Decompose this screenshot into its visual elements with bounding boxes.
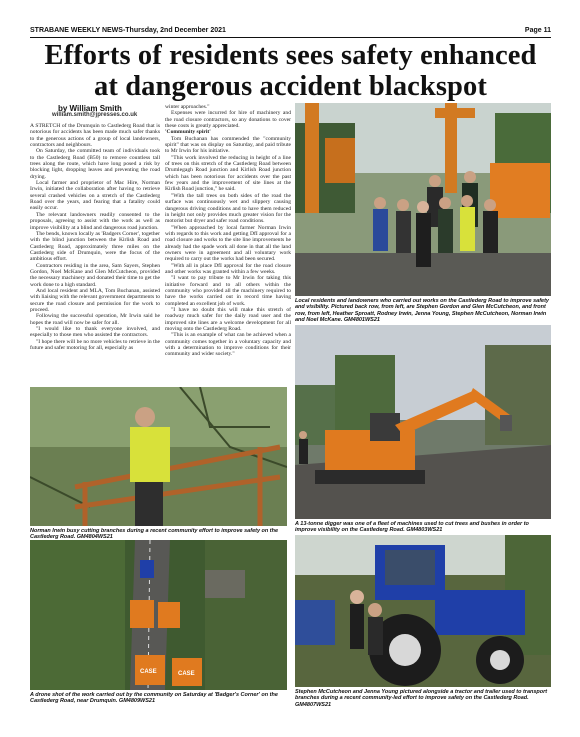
publication-date: STRABANE WEEKLY NEWS-Thursday, 2nd December 2021 [30, 27, 226, 34]
paragraph: "With the tall trees on both sides of the road the surface was continuously wet and slippery causing dangerous driving conditions and to have them reduced in height not only provides much greater vision for the motorist but dryer and safer road conditions. [165, 192, 291, 225]
masthead [30, 27, 551, 37]
paragraph: On Saturday, the committed team of individuals took to the Castlederg Road (B50) to remove countless tall trees along the route, which have long posed a risk by blocking light, dropping leaves and preventing the road drying. [30, 148, 160, 180]
byline-email[interactable]: william.smith@jpresses.co.uk [52, 112, 138, 118]
paragraph: Contractors residing in the area, Sam Sayers, Stephen Gordon, Noel McKane and Glen McCutcheon, provided the necessary machinery and donated their time to get the work done to a high standard. [30, 262, 160, 288]
headline [30, 40, 551, 102]
case-logo-1: CASE [140, 669, 157, 675]
caption-drone-shot: A drone shot of the work carried out by the community on Saturday at 'Badger's Corner' on the Castlederg Road, near Drumquin. GM4809WS21 [30, 692, 278, 705]
photo-residents-group [295, 103, 551, 296]
paragraph: "With all in place DfI approval for the road closure and other works was granted within a few weeks. [165, 262, 291, 275]
article-column-2 [165, 104, 291, 386]
photo-drone-shot [30, 540, 287, 690]
caption-cutting-branches: Norman Irwin busy cutting branches during a recent community effort to improve safety on the Castlederg Road. GM4804WS21 [30, 528, 279, 541]
paragraph: "I want to pay tribute to Mr Irwin for taking this initiative forward and to all others within the community who provided all the machinery required to have the works carried out in record time having completed an excellent job of work. [165, 275, 291, 307]
byline-author: by William Smith [58, 104, 122, 113]
paragraph: The relevant landowners readily consented to the proposals, agreeing to assist with the work as well as improve visibility at a blind and dangerous road junction. [30, 211, 160, 231]
masthead-rule [30, 37, 551, 38]
article-column-1 [30, 123, 160, 385]
paragraph: The bends, known locally as 'Badgers Corner', together with the blind junction between the Kirlish Road and Castlederg Road, approximately three miles on the Castlederg side of Drumquin, were the focus of the ambitious effort. [30, 230, 160, 263]
caption-digger: A 13-tonne digger was one of a fleet of machines used to cut trees and bushes in order to improve visibility on the Castlederg Road. GM4803WS21 [295, 521, 529, 534]
caption-residents-group: Local residents and landowners who carried out works on the Castlederg Road to improve safety and visibility. Pictured back row, from left, are Stephen Gordon and Glen McCutcheon, and front row, from left, Heather Sproatt, Rodney Irwin, Jenna Young, Stephen McCutcheon, Norman Irwin and Noel McKane. GM4801WS21 [295, 298, 549, 324]
photo-digger [295, 325, 551, 519]
paragraph: "This work involved the reducing in height of a line of trees on this stretch of the Castlederg Road between Drumlegagh Road junction and Kirlish Road junction which has been notorious for accidents over the past few years and the improvement of site lines at the Kirlish Road junction," he said. [165, 154, 291, 193]
paragraph: And local resident and MLA, Tom Buchanan, assisted with liaising with the relevant government departments to secure the road closure and permission for the work to proceed. [30, 287, 160, 313]
photo-cutting-branches [30, 387, 287, 526]
paragraph: A STRETCH of the Drumquin to Castlederg Road that is notorious for accidents has been made much safer thanks to the generous actions of a group of local landowners, contractors and neighbours. [30, 123, 160, 149]
paragraph: "I hope there will be no more vehicles to retrieve in the future and safer motoring for all, especially as [30, 338, 160, 352]
paragraph: "I would like to thank everyone involved, and especially to those men who assisted the contractors. [30, 326, 160, 339]
paragraph: Following the successful operation, Mr Irwin said he hopes the road will now be safer for all. [30, 313, 160, 326]
paragraph: Tom Buchanan has commended the "community spirit" that was on display on Saturday, and paid tribute to Mr Irwin for his initiative. [165, 135, 291, 155]
headline-line-1: Efforts of residents sees safety enhanced [44, 40, 537, 71]
paragraph: "When approached by local farmer Norman Irwin with regards to this work and getting DfI approval for a road closure and works to the site line improvements he already had the spade work all done in that all the land owners were in agreement and all voluntary work required to carry out the works had been secured. [165, 224, 291, 263]
page-number: Page 11 [524, 27, 551, 34]
caption-tractor: Stephen McCutcheon and Jenna Young pictured alongside a tractor and trailer used to transport branches during a recent community-led effort to improve safety on the Castlederg Road. GM4807WS21 [295, 689, 548, 708]
headline-line-2: at dangerous accident blackspot [94, 71, 487, 102]
photo-tractor [295, 535, 551, 687]
paragraph: Expenses were incurred for hire of machinery and the road closure contractors, so any donations to cover these costs is greatly appreciated. [165, 110, 291, 130]
subheading: 'Community spirit' [165, 129, 211, 136]
paragraph: "This is an example of what can be achieved when a community comes together in a voluntary capacity and with a determination to improve conditions for their community and wider society." [165, 332, 291, 358]
paragraph: winter approaches." [165, 104, 210, 110]
paragraph: "I have no doubt this will make this stretch of roadway much safer for the daily road user and the improved site lines are a welcome development for all moving onto the Castlederg Road. [165, 307, 291, 333]
case-logo-2: CASE [178, 671, 195, 677]
paragraph: Local farmer and proprietor of Mac Hire, Norman Irwin, initiated the collaboration after having to retrieve several crashed vehicles on a stretch of the Castlederg Road over the years, and fearing that a fatality could easily occur. [30, 180, 160, 212]
